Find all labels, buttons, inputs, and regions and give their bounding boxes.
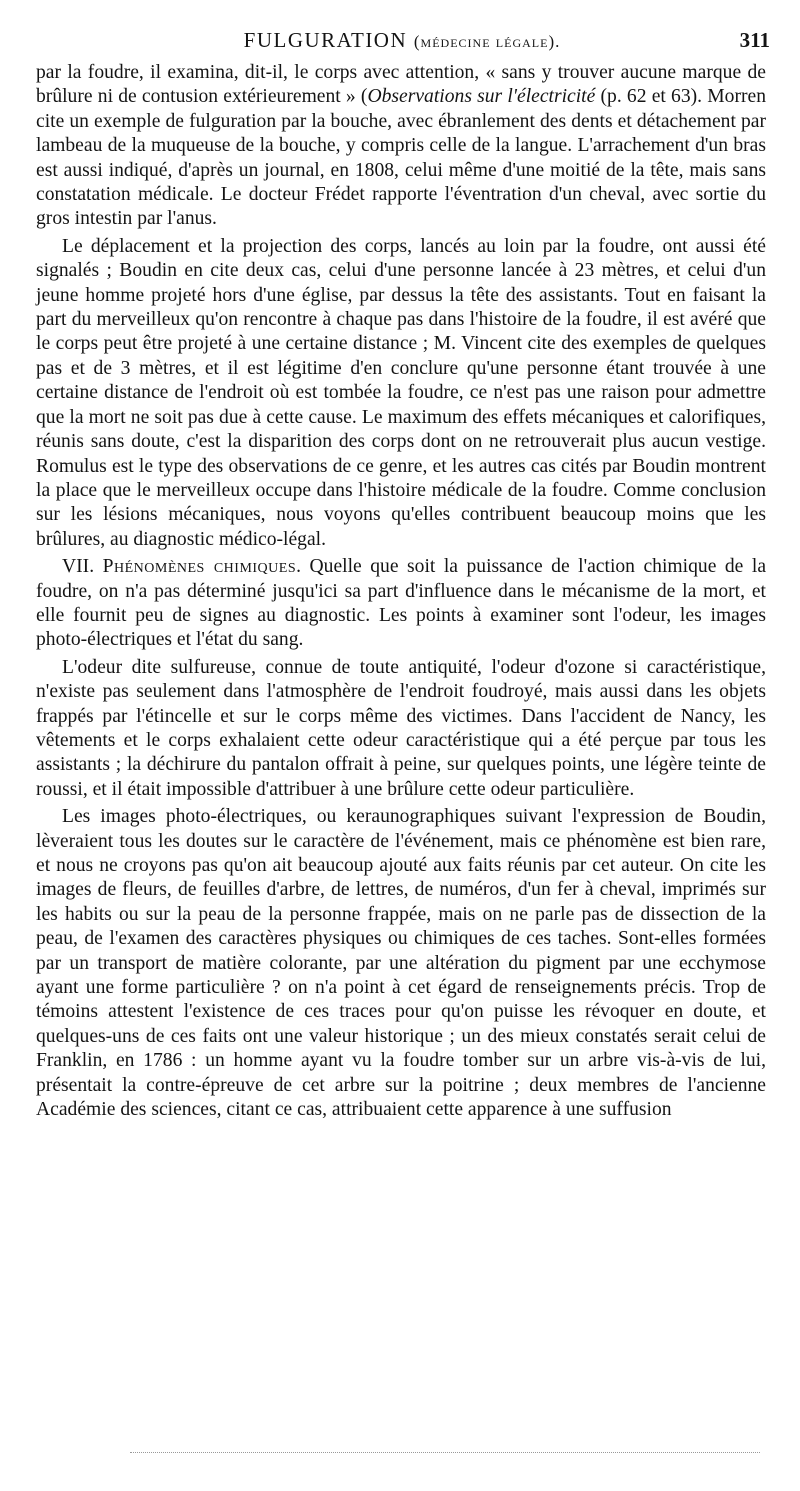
- bottom-rule: [130, 1452, 760, 1454]
- paragraph-text: L'odeur dite sulfureuse, connue de toute antiquité, l'odeur d'ozone si caractéristique, n'existe pas seulement dans l'atmosphère de l'endroit foudroyé, mais aussi dans les objets frappés par l'étincelle et sur le corps même des victimes. Dans l'accident de Nancy, les vêtements et le corps exhalaient cette odeur caractéristique qui a été perçue par tous les assistants ; la déchirure du pantalon offrait à peine, sur quelques points, une légère teinte de roussi, et il était impossible d'attribuer à une brûlure cette odeur particulière.: [36, 656, 766, 800]
- running-title: [34, 26, 770, 56]
- header-title: FULGURATION: [243, 28, 408, 52]
- paragraph-text: par la foudre, il examina, dit-il, le corps avec attention, « sans y trouver aucune marque de brûlure ni de contusion extérieurement » (: [36, 62, 766, 108]
- section-heading: Phénomènes chimiques: [102, 556, 297, 578]
- paragraph: [36, 555, 766, 653]
- body-text: [36, 61, 766, 1125]
- paragraph-text: . Quelle que soit la puissance de l'action chimique de la foudre, on n'a pas déterminé jusqu'ici sa part d'influence dans le mécanisme de la mort, et elle fournit peu de signes au diagnostic. Les points à examiner sont l'odeur, les images photo-électriques et l'état du sang.: [36, 556, 767, 651]
- page-number: 311: [739, 28, 770, 52]
- italic-citation: Observations sur l'électricité: [367, 86, 596, 108]
- paragraph-text: VII.: [62, 556, 103, 578]
- paragraph-text: Les images photo-électriques, ou keraunographiques suivant l'expression de Boudin, lèveraient tous les doutes sur le caractère de l'événement, mais ce phénomène est bien rare, et nous ne croyons pas qu'on ait beaucoup ajouté aux faits réunis par cet auteur. On cite les images de fleurs, de feuilles d'arbre, de lettres, de numéros, d'un fer à cheval, imprimés sur les habits ou sur la peau de la personne frappée, mais on ne parle pas de dissection de la peau, de l'examen des caractères physiques ou chimiques de ces taches. Sont-elles formées par un transport de matière colorante, par une altération du pigment par une ecchymose ayant une forme particulière ? on n'a point à cet égard de renseignements précis. Trop de témoins attestent l'existence de ces traces pour qu'on puisse les révoquer en doute, et quelques-uns de ces faits ont une valeur historique ; un des mieux constatés serait celui de Franklin, en 1786 : un homme ayant vu la foudre tomber sur un arbre vis-à-vis de lui, présentait la contre-épreuve de cet arbre sur la poitrine ; deux membres de l'ancienne Académie des sciences, citant ce cas, attribuaient cette apparence à une suffusion: [36, 806, 766, 1121]
- paragraph-text: (p. 62 et 63). Morren cite un exemple de fulguration par la bouche, avec ébranlement des dents et détachement par lambeau de la muqueuse de la bouche, y compris celle de la langue. L'arrachement d'un bras est aussi indiqué, d'après un journal, en 1808, celui même d'une moitié de la tête, mais sans constatation médicale. Le docteur Frédet rapporte l'éventration d'un cheval, avec sortie du gros intestin par l'anus.: [36, 86, 766, 230]
- paragraph: [36, 235, 766, 552]
- running-header: [34, 26, 770, 54]
- paragraph: [36, 61, 766, 232]
- paragraph: [36, 805, 766, 1122]
- header-subtitle: (médecine légale).: [413, 32, 561, 51]
- paragraph: [36, 656, 766, 802]
- paragraph-text: Le déplacement et la projection des corps, lancés au loin par la foudre, ont aussi été signalés ; Boudin en cite deux cas, celui d'une personne lancée à 23 mètres, et celui d'un jeune homme projeté hors d'une église, par dessus la tête des assistants. Tout en faisant la part du merveilleux qu'on rencontre à chaque pas dans l'histoire de la foudre, il est avéré que le corps peut être projeté à une certaine distance ; M. Vincent cite des exemples de quelques pas et de 3 mètres, et il est légitime d'en conclure qu'une personne étant trouvée à une certaine distance de l'endroit où est tombée la foudre, ce n'est pas une raison pour admettre que la mort ne soit pas due à cette cause. Le maximum des effets mécaniques et calorifiques, réunis sans doute, c'est la disparition des corps dont on ne retrouverait plus aucun vestige. Romulus est le type des observations de ce genre, et les autres cas cités par Boudin montrent la place que le merveilleux occupe dans l'histoire médicale de la foudre. Comme conclusion sur les lésions mécaniques, nous voyons qu'elles contribuent beaucoup moins que les brûlures, au diagnostic médico-légal.: [36, 235, 766, 550]
